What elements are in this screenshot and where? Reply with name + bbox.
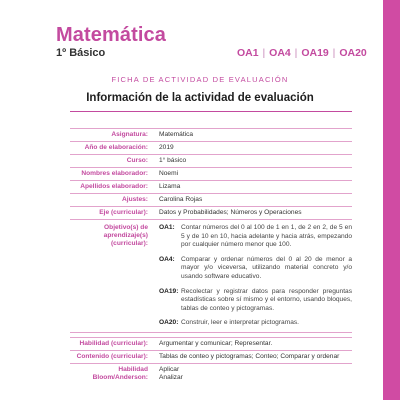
row-value: Datos y Probabilidades; Números y Operaciones (159, 209, 302, 216)
oa-separator: | (259, 47, 269, 59)
row-label: Apellidos elaborador: (80, 183, 148, 190)
table-row (70, 155, 352, 168)
row-label: Eje (curricular): (99, 209, 148, 216)
row-label: Asignatura: (111, 131, 148, 138)
objective-item (159, 288, 352, 314)
row-label: Contenido (curricular): (76, 352, 148, 360)
row-value: Lizama (159, 183, 181, 190)
row-value: Noemi (159, 170, 179, 177)
row-value: Matemática (159, 131, 194, 138)
subject-title: Matemática (56, 24, 166, 46)
row-label: Ajustes: (121, 196, 148, 203)
table-row (70, 337, 352, 351)
oa-separator: | (329, 47, 339, 59)
oa-code: OA20 (339, 47, 367, 59)
table-row (70, 168, 352, 181)
oa-code: OA1 (237, 47, 259, 59)
row-value: Tablas de conteo y pictogramas; Conteo; Comparar y ordenar (159, 352, 340, 360)
section-kicker: FICHA DE ACTIVIDAD DE EVALUACIÓN (111, 75, 289, 84)
row-value: Aplicar Analizar (159, 365, 183, 381)
oa-codes (237, 47, 367, 59)
info-table (70, 128, 352, 384)
document-title: Información de la actividad de evaluación (86, 92, 314, 104)
table-row (70, 194, 352, 207)
table-row (70, 364, 352, 384)
grade-label: 1º Básico (56, 47, 106, 59)
row-label: Habilidad Bloom/Anderson: (92, 365, 148, 381)
objective-code: OA1: (159, 224, 175, 231)
objective-item (159, 224, 352, 250)
table-row (70, 142, 352, 155)
objective-code: OA20: (159, 319, 179, 327)
objective-text: Construir, leer e interpretar pictogramas. (181, 319, 300, 327)
row-value: Carolina Rojas (159, 196, 203, 203)
oa-code: OA19 (301, 47, 329, 59)
row-label: Año de elaboración: (84, 144, 148, 151)
row-value: 2019 (159, 144, 174, 151)
row-label: Nombres elaborador: (81, 170, 148, 177)
row-label: Objetivo(s) de aprendizaje(s) (curricular): (103, 224, 148, 247)
objective-code: OA4: (159, 255, 175, 263)
objectives-row (70, 220, 352, 333)
objectives-list (154, 220, 352, 332)
row-label: Curso: (126, 157, 148, 164)
objective-code: OA19: (159, 287, 179, 295)
table-row (70, 181, 352, 194)
objective-text: Recolectar y registrar datos para responder preguntas estadísticas sobre sí mismo y el entorno, usando bloques, tablas de conteo y pictogramas. (181, 287, 352, 312)
table-row (70, 128, 352, 142)
objective-item (159, 256, 352, 282)
table-row (70, 351, 352, 364)
table-row (70, 207, 352, 220)
row-value: Argumentar y comunicar; Representar. (159, 339, 273, 347)
title-divider (70, 111, 352, 112)
row-label: Habilidad (curricular): (79, 339, 148, 347)
oa-code: OA4 (269, 47, 291, 59)
side-accent-bar (383, 0, 400, 400)
oa-separator: | (291, 47, 301, 59)
objective-text: Comparar y ordenar números del 0 al 20 de menor a mayor y/o viceversa, utilizando material concreto y/o usando software educativo. (181, 255, 352, 280)
objective-item (159, 319, 352, 328)
objective-text: Contar números del 0 al 100 de 1 en 1, de 2 en 2, de 5 en 5 y de 10 en 10, hacia adelante y hacia atrás, empezando por cualquier número menor que 100. (181, 224, 352, 249)
row-value: 1° básico (159, 157, 187, 164)
